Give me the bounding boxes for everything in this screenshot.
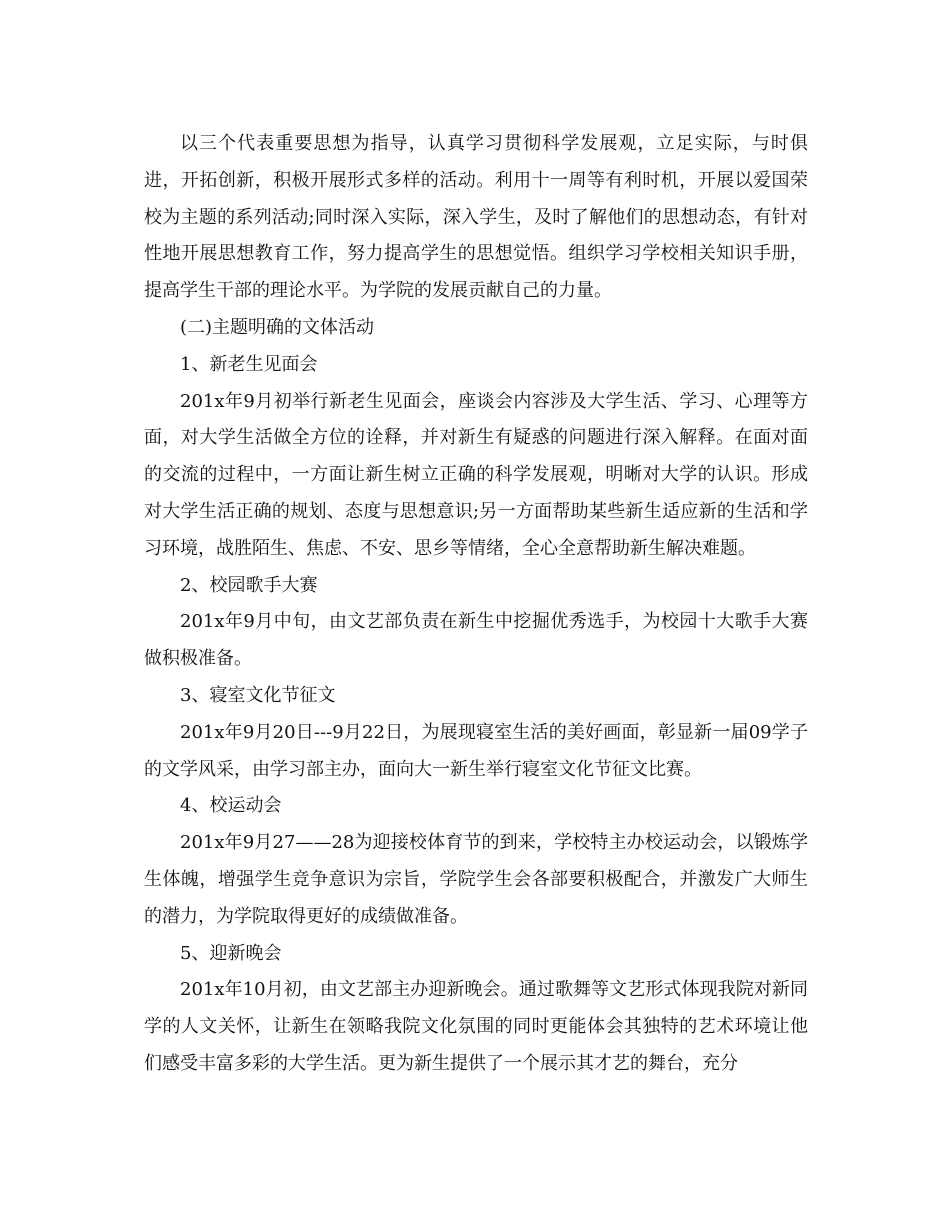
paragraph-item-5: 201x年10月初，由文艺部主办迎新晚会。通过歌舞等文艺形式体现我院对新同学的人文关怀，让新生在领略我院文化氛围的同时更能体会其独特的艺术环境让他们感受丰富多彩的大学生活。更为新生提供了一个展示其才艺的舞台，充分: [144, 979, 808, 1074]
item-heading-4: 4、校运动会: [180, 795, 282, 817]
paragraph-guiding-ideology: 以三个代表重要思想为指导，认真学习贯彻科学发展观，立足实际，与时俱进，开拓创新，积极开展形式多样的活动。利用十一周等有利时机，开展以爱国荣校为主题的系列活动;同时深入实际，深入学生，及时了解他们的思想动态，有针对性地开展思想教育工作，努力提高学生的思想觉悟。组织学习学校相关知识手册，提高学生干部的理论水平。为学院的发展贡献自己的力量。: [144, 133, 808, 302]
paragraph-item-1: 201x年9月初举行新老生见面会，座谈会内容涉及大学生活、学习、心理等方面，对大学生活做全方位的诠释，并对新生有疑惑的问题进行深入解释。在面对面的交流的过程中，一方面让新生树立正确的科学发展观，明晰对大学的认识。形成对大学生活正确的规划、态度与思想意识;另一方面帮助某些新生适应新的生活和学习环境，战胜陌生、焦虑、不安、思乡等情绪，全心全意帮助新生解决难题。: [144, 390, 808, 559]
item-heading-1: 1、新老生见面会: [180, 353, 318, 375]
paragraph-item-3: 201x年9月20日---9月22日，为展现寝室生活的美好画面，彰显新一届09学子的文学风采，由学习部主办，面向大一新生举行寝室文化节征文比赛。: [144, 721, 808, 780]
item-heading-3: 3、寝室文化节征文: [180, 684, 336, 706]
paragraph-item-4: 201x年9月27——28为迎接校体育节的到来，学校特主办校运动会，以锻炼学生体魄，增强学生竞争意识为宗旨，学院学生会各部要积极配合，并激发广大师生的潜力，为学院取得更好的成绩做准备。: [144, 832, 808, 927]
document-body: [144, 126, 808, 1083]
paragraph-item-2: 201x年9月中旬，由文艺部负责在新生中挖掘优秀选手，为校园十大歌手大赛做积极准备。: [144, 611, 808, 670]
section-heading-activities: (二)主题明确的文体活动: [180, 316, 375, 338]
item-heading-5: 5、迎新晚会: [180, 942, 282, 964]
item-heading-2: 2、校园歌手大赛: [180, 574, 318, 596]
